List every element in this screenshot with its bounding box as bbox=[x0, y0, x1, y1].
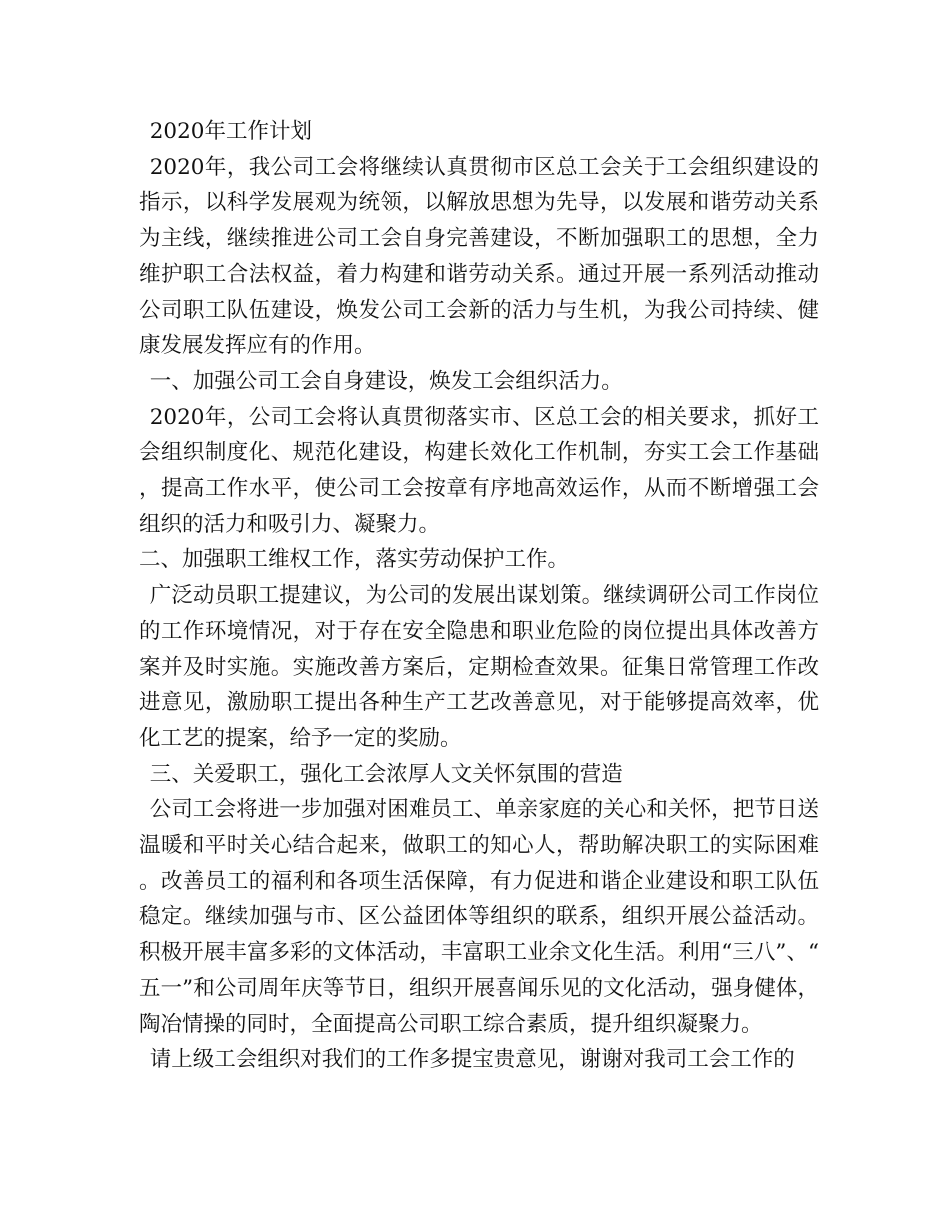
document-title: 2020年工作计划 bbox=[149, 119, 312, 144]
document-body bbox=[139, 114, 819, 1078]
paragraph-closing: 请上级工会组织对我们的工作多提宝贵意见，谢谢对我司工会工作的 bbox=[149, 1047, 795, 1073]
paragraph-section-3: 公司工会将进一步加强对困难员工、单亲家庭的关心和关怀，把节日送温暖和平时关心结合起来，做职工的知心人，帮助解决职工的实际困难。改善员工的福利和各项生活保障，有力促进和谐企业建设和职工队伍稳定。继续加强与市、区公益团体等组织的联系，组织开展公益活动。积极开展丰富多彩的文体活动，丰富职工业余文化生活。利用“三八”、“五一”和公司周年庆等节日，组织开展喜闻乐见的文化活动，强身健体，陶冶情操的同时，全面提高公司职工综合素质，提升组织凝聚力。 bbox=[139, 797, 819, 1037]
paragraph-section-1: 2020年，公司工会将认真贯彻落实市、区总工会的相关要求，抓好工会组织制度化、规范化建设，构建长效化工作机制，夯实工会工作基础，提高工作水平，使公司工会按章有序地高效运作，从而不断增强工会组织的活力和吸引力、凝聚力。 bbox=[139, 404, 819, 537]
paragraph-intro: 2020年，我公司工会将继续认真贯彻市区总工会关于工会组织建设的指示，以科学发展观为统领，以解放思想为先导，以发展和谐劳动关系为主线，继续推进公司工会自身完善建设，不断加强职工的思想，全力维护职工合法权益，着力构建和谐劳动关系。通过开展一系列活动推动公司职工队伍建设，焕发公司工会新的活力与生机，为我公司持续、健康发展发挥应有的作用。 bbox=[139, 154, 819, 359]
paragraph-section-2: 广泛动员职工提建议，为公司的发展出谋划策。继续调研公司工作岗位的工作环境情况，对于存在安全隐患和职业危险的岗位提出具体改善方案并及时实施。实施改善方案后，定期检查效果。征集日常管理工作改进意见，激励职工提出各种生产工艺改善意见，对于能够提高效率，优化工艺的提案，给予一定的奖励。 bbox=[139, 583, 819, 751]
section-heading-3: 三、关爱职工，强化工会浓厚人文关怀氛围的营造 bbox=[149, 761, 623, 787]
section-heading-2: 二、加强职工维权工作，落实劳动保护工作。 bbox=[139, 547, 570, 573]
section-heading-1: 一、加强公司工会自身建设，焕发工会组织活力。 bbox=[149, 368, 623, 394]
